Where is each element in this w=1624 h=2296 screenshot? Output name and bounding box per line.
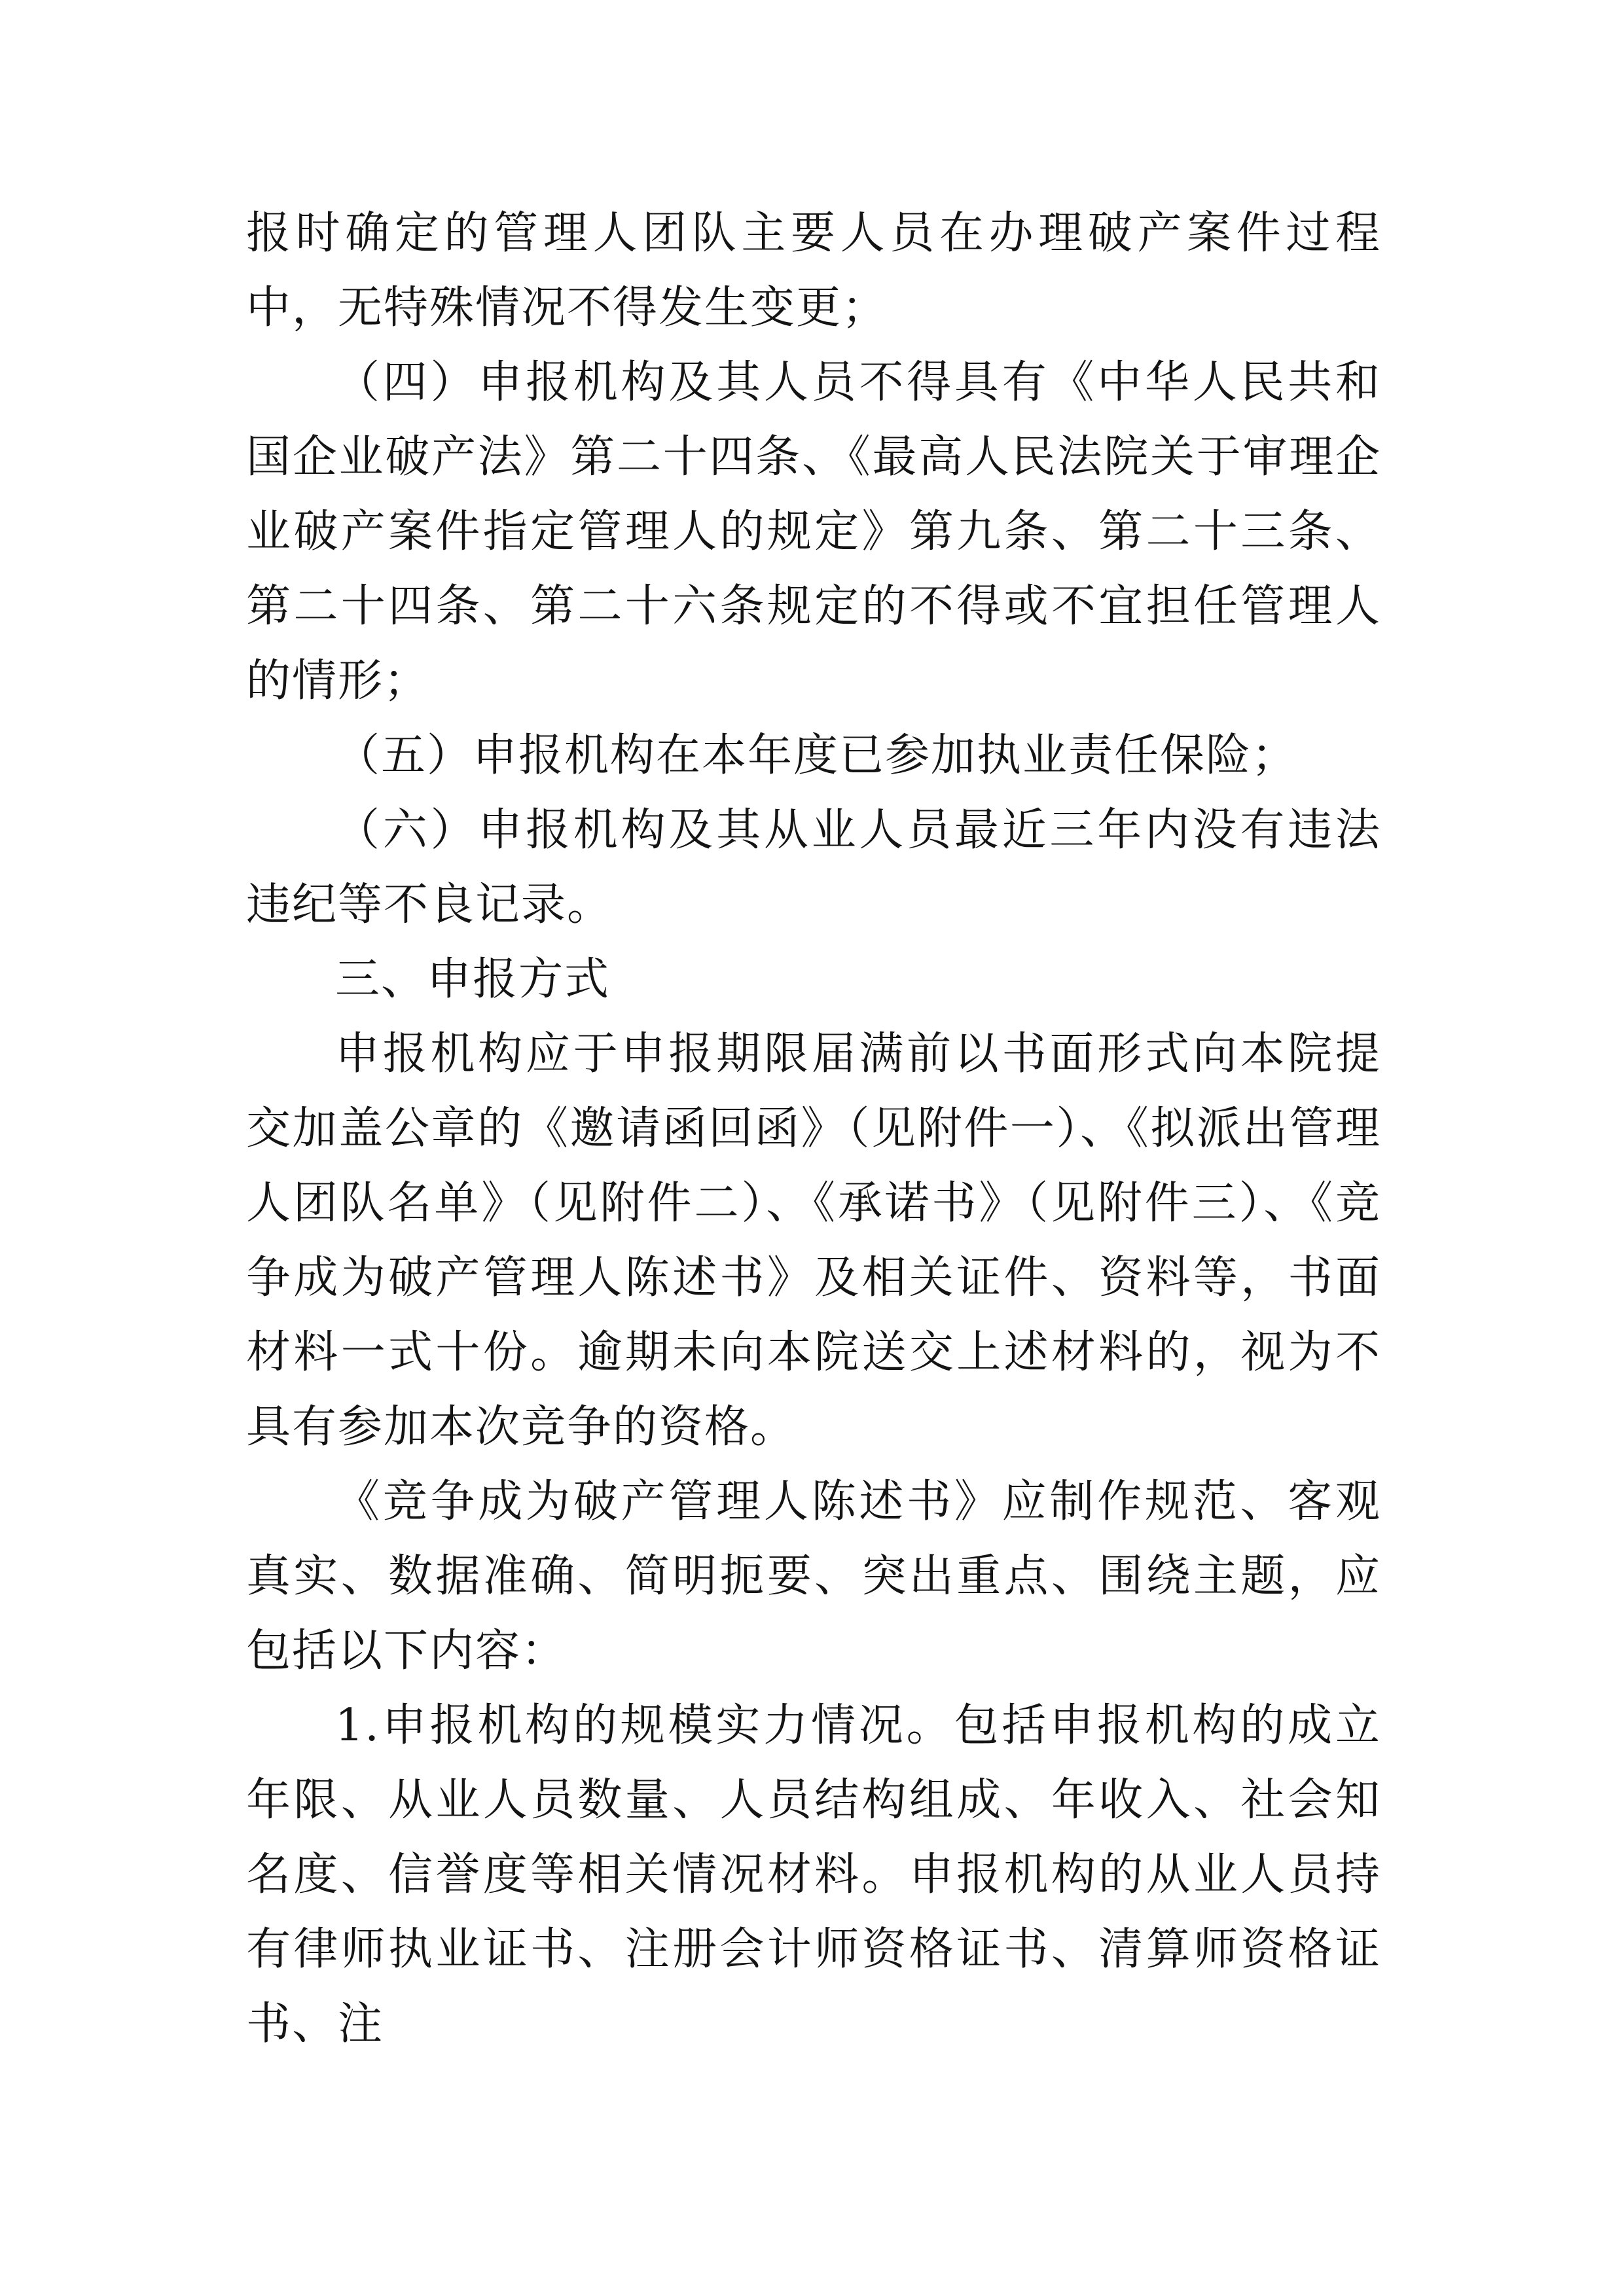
paragraph-item-5: （五）申报机构在本年度已参加执业责任保险；	[335, 730, 1298, 781]
section-heading: 三、申报方式	[335, 954, 611, 1005]
paragraph-continuation: 报时确定的管理人团队主要人员在办理破产案件过程中，无特殊情况不得发生变更；	[246, 207, 1381, 334]
paragraph-submission-method: 申报机构应于申报期限届满前以书面形式向本院提交加盖公章的《邀请函回函》（见附件一）、《拟派出管理人团队名单》（见附件二）、《承诺书》（见附件三）、《竞争成为破产管理人陈述书》及相关证件、资料等，书面材料一式十份。逾期未向本院送交上述材料的，视为不具有参加本次竞争的资格。	[246, 1028, 1381, 1453]
paragraph-item-6: （六）申报机构及其从业人员最近三年内没有违法违纪等不良记录。	[246, 804, 1381, 931]
document-body	[246, 196, 1381, 2062]
paragraph-item-4: （四）申报机构及其人员不得具有《中华人民共和国企业破产法》第二十四条、《最高人民法院关于审理企业破产案件指定管理人的规定》第九条、第二十三条、第二十四条、第二十六条规定的不得或不宜担任管理人的情形；	[246, 357, 1381, 707]
paragraph-statement-requirements: 《竞争成为破产管理人陈述书》应制作规范、客观真实、数据准确、简明扼要、突出重点、围绕主题，应包括以下内容：	[246, 1476, 1381, 1677]
paragraph-list-item-1: 1.申报机构的规模实力情况。包括申报机构的成立年限、从业人员数量、人员结构组成、年收入、社会知名度、信誉度等相关情况材料。申报机构的从业人员持有律师执业证书、注册会计师资格证书、清算师资格证书、注	[246, 1700, 1381, 2050]
